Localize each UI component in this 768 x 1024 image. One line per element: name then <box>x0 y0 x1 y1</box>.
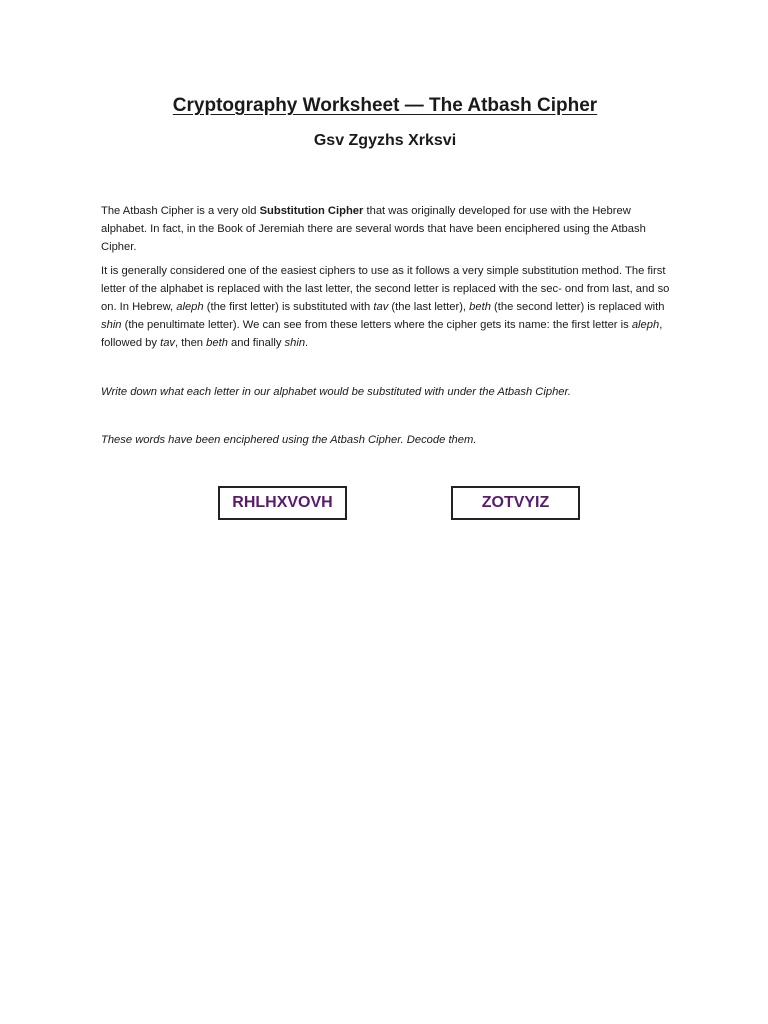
instruction-substitution: Write down what each letter in our alphabet would be substituted with under the Atbash Cipher. <box>101 386 571 398</box>
term-substitution-cipher: Substitution Cipher <box>259 205 364 217</box>
instruction-decode: These words have been enciphered using the Atbash Cipher. Decode them. <box>101 434 477 446</box>
worksheet-title: Cryptography Worksheet — The Atbash Cipher <box>172 95 598 116</box>
intro-paragraph: The Atbash Cipher is a very old Substitution Cipher that was originally developed for use with the Hebrew alphabet. In fact, in the Book of Jeremiah there are several words that have been enciphered using the Atbash Cipher. <box>101 205 646 253</box>
cipher-word-box: ZOTVYIZ <box>451 486 580 520</box>
method-paragraph: It is generally considered one of the easiest ciphers to use as it follows a very simple substitution method. The first letter of the alphabet is replaced with the last letter, the second letter is replaced with the sec- ond from last, and so on. In Hebrew, aleph (the first letter) is substituted with tav (the last letter), beth (the second letter) is replaced with shin (the penultimate letter). We can see from these letters where the cipher gets its name: the first letter is aleph, followed by tav, then beth and finally shin. <box>101 265 670 349</box>
encoded-subtitle: Gsv Zgyzhs Xrksvi <box>313 132 457 149</box>
cipher-word-box: RHLHXVOVH <box>218 486 347 520</box>
